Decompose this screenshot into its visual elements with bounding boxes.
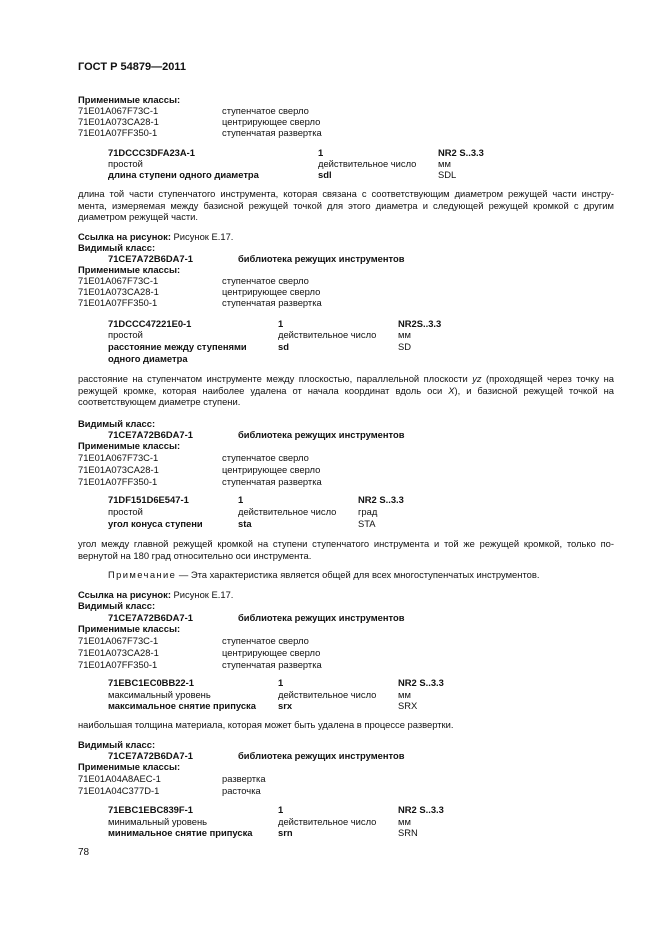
visible-class-heading: Видимый класс: (78, 739, 156, 750)
property-format: NR2S..3.3 (398, 318, 442, 329)
class-desc: ступенчатое сверло (222, 635, 309, 646)
property-version: 1 (238, 494, 244, 505)
page-number: 78 (78, 847, 90, 858)
document-title: ГОСТ Р 54879—2011 (78, 61, 186, 73)
class-desc: ступенчатое сверло (222, 275, 309, 286)
class-code: 71E01A07FF350-1 (78, 127, 158, 138)
property-name: длина ступени одного диаметра (108, 169, 259, 180)
visible-class-code: 71CE7A72B6DA7-1 (108, 253, 193, 264)
property-symbol: sd (278, 341, 289, 352)
figure-reference-label: Ссылка на рисунок: (78, 231, 171, 242)
property-id: 71DF151D6E547-1 (108, 494, 189, 505)
class-code: 71E01A067F73C-1 (78, 635, 159, 646)
property-kind: максимальный уровень (108, 689, 211, 700)
property-name: минимальное снятие припуска (108, 827, 253, 838)
class-code: 71E01A073CA28-1 (78, 464, 159, 475)
class-desc: развертка (222, 773, 266, 784)
class-desc: центрирующее сверло (222, 116, 321, 127)
property-kind: простой (108, 329, 143, 340)
figure-reference-label: Ссылка на рисунок: (78, 589, 171, 600)
class-code: 71E01A073CA28-1 (78, 116, 159, 127)
property-symbol: sta (238, 518, 252, 529)
class-code: 71E01A04C377D-1 (78, 785, 160, 796)
note-text: — Эта характеристика является общей для всех многоступенчатых инструментов. (176, 569, 540, 580)
figure-reference-value: Рисунок E.17. (173, 589, 234, 600)
definition-text: расстояние на ступенчатом инструменте между плоскостью, параллельной плоскости (78, 373, 473, 384)
property-name: угол конуса ступени (108, 518, 203, 529)
class-code: 71E01A04A8AEC-1 (78, 773, 161, 784)
definition-axis-symbol: X (448, 384, 455, 396)
class-desc: ступенчатая развертка (222, 297, 322, 308)
visible-class-desc: библиотека режущих инструментов (238, 253, 405, 264)
class-code: 71E01A07FF350-1 (78, 476, 158, 487)
visible-class-heading: Видимый класс: (78, 242, 156, 253)
definition-paragraph (78, 373, 614, 408)
property-datatype: действительное число (318, 158, 417, 169)
property-format: NR2 S..3.3 (398, 804, 444, 815)
class-code: 71E01A07FF350-1 (78, 659, 158, 670)
figure-reference-value: Рисунок E.17. (173, 231, 234, 242)
definition-paragraph: длина той части ступенчатого инструмента, которая связана с соответствующим диаметром режущей части инстру-мента, измеряемая между базисной режущей точкой для этого диаметра и следующей режущей кромкой с другим диаметром режущей части. (78, 188, 614, 223)
property-name: максимальное снятие припуска (108, 700, 256, 711)
applicable-classes-heading: Применимые классы: (78, 440, 181, 451)
property-code: SD (398, 341, 412, 352)
property-datatype: действительное число (278, 329, 377, 340)
property-code: SRX (398, 700, 418, 711)
class-code: 71E01A067F73C-1 (78, 105, 159, 116)
property-symbol: srx (278, 700, 293, 711)
property-code: STA (358, 518, 376, 529)
property-version: 1 (278, 804, 284, 815)
applicable-classes-heading: Применимые классы: (78, 264, 181, 275)
property-symbol: sdl (318, 169, 332, 180)
property-version: 1 (278, 677, 284, 688)
property-format: NR2 S..3.3 (358, 494, 404, 505)
property-kind: простой (108, 158, 143, 169)
definition-paragraph: наибольшая толщина материала, которая может быть удалена в процессе развертки. (78, 719, 454, 730)
property-format: NR2 S..3.3 (398, 677, 444, 688)
property-kind: минимальный уровень (108, 816, 208, 827)
visible-class-code: 71CE7A72B6DA7-1 (108, 612, 193, 623)
property-version: 1 (278, 318, 284, 329)
class-desc: расточка (222, 785, 261, 796)
property-id: 71DCCC47221E0-1 (108, 318, 192, 329)
property-unit: мм (398, 329, 411, 340)
property-name: расстояние между ступенями (108, 341, 247, 352)
property-unit: мм (398, 689, 411, 700)
visible-class-desc: библиотека режущих инструментов (238, 429, 405, 440)
property-kind: простой (108, 506, 143, 517)
definition-plane-symbol: yz (472, 373, 482, 384)
property-unit: мм (398, 816, 411, 827)
visible-class-desc: библиотека режущих инструментов (238, 612, 405, 623)
property-unit: мм (438, 158, 451, 169)
property-unit: град (358, 506, 378, 517)
figure-reference (78, 589, 233, 601)
figure-reference (78, 231, 233, 243)
property-id: 71DCCC3DFA23A-1 (108, 147, 196, 158)
class-desc: центрирующее сверло (222, 464, 321, 475)
class-desc: центрирующее сверло (222, 647, 321, 658)
visible-class-heading: Видимый класс: (78, 418, 156, 429)
class-code: 71E01A073CA28-1 (78, 647, 159, 658)
visible-class-desc: библиотека режущих инструментов (238, 750, 405, 761)
class-desc: ступенчатое сверло (222, 105, 309, 116)
definition-paragraph: угол между главной режущей кромкой на ступени ступенчатого инструмента и той же режущей кромкой, только по-вернутой на 180 град относительно оси инструмента. (78, 538, 614, 561)
property-id: 71EBC1EC0BB22-1 (108, 677, 194, 688)
class-code: 71E01A073CA28-1 (78, 286, 159, 297)
property-datatype: действительное число (278, 816, 377, 827)
class-desc: центрирующее сверло (222, 286, 321, 297)
visible-class-code: 71CE7A72B6DA7-1 (108, 750, 193, 761)
property-id: 71EBC1EBC839F-1 (108, 804, 193, 815)
property-symbol: srn (278, 827, 293, 838)
definition-text: (проходящей через точку на режущей кромке, которая наиболее удалена от начала координат вдоль оси (78, 373, 614, 396)
class-desc: ступенчатое сверло (222, 452, 309, 463)
applicable-classes-heading: Применимые классы: (78, 761, 181, 772)
class-code: 71E01A067F73C-1 (78, 452, 159, 463)
class-desc: ступенчатая развертка (222, 476, 322, 487)
applicable-classes-heading: Применимые классы: (78, 94, 181, 105)
property-datatype: действительное число (238, 506, 337, 517)
property-code: SRN (398, 827, 418, 838)
property-format: NR2 S..3.3 (438, 147, 484, 158)
property-datatype: действительное число (278, 689, 377, 700)
property-name-continued: одного диаметра (108, 353, 188, 364)
note (108, 569, 539, 581)
property-version: 1 (318, 147, 324, 158)
visible-class-code: 71CE7A72B6DA7-1 (108, 429, 193, 440)
visible-class-heading: Видимый класс: (78, 600, 156, 611)
note-label: Примечание (108, 569, 177, 580)
applicable-classes-heading: Применимые классы: (78, 623, 181, 634)
class-desc: ступенчатая развертка (222, 127, 322, 138)
class-code: 71E01A067F73C-1 (78, 275, 159, 286)
class-desc: ступенчатая развертка (222, 659, 322, 670)
class-code: 71E01A07FF350-1 (78, 297, 158, 308)
definition-text: ), и базисной режущей точкой на соответствующем диаметре ступени. (78, 384, 614, 408)
property-code: SDL (438, 169, 457, 180)
